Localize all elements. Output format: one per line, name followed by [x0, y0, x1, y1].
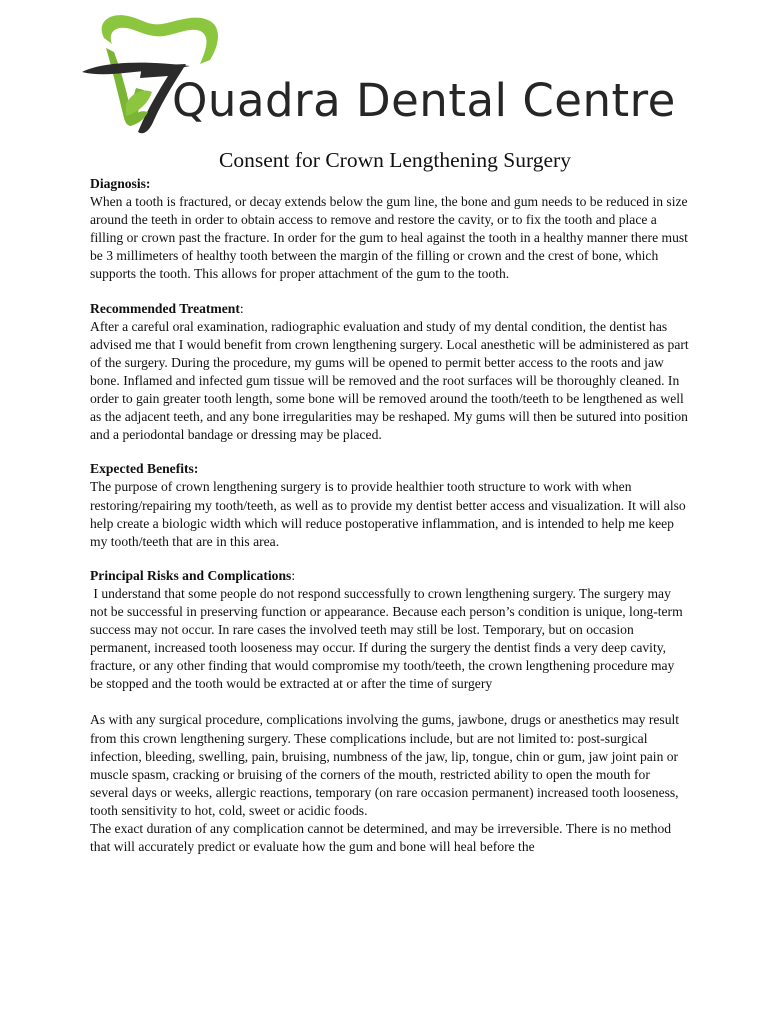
- closing-paragraph: The exact duration of any complication cannot be determined, and may be irreversible. There is no method that will accurately predict or evaluate how the gum and bone will heal before the: [90, 821, 672, 855]
- section-risks: [90, 567, 690, 694]
- section-body: After a careful oral examination, radiographic evaluation and study of my dental condition, the dentist has advised me that I would benefit from crown lengthening surgery. Local anesthetic will be administered as part of the surgery. During the procedure, my gums will be opened to permit better access to the roots and jaw bone. Inflamed and infected gum tissue will be removed and the root surfaces will be thoroughly cleaned. In order to gain greater tooth length, some bone will be removed around the tooth/teeth to be lengthened as well as the adjacent teeth, and any bone irregularities may be reshaped. My gums will then be sutured into position and a periodontal bandage or dressing may be placed.: [90, 318, 689, 443]
- section-heading: Recommended Treatment:: [90, 300, 244, 316]
- section-body: The purpose of crown lengthening surgery is to provide healthier tooth structure to work with when restoring/repairing my tooth/teeth, as well as to provide my dentist better access and visualization. It will also help create a biologic width which will reduce postoperative inflammation, and is intended to help me keep my tooth/teeth that are in this area.: [90, 479, 686, 549]
- document-body: [90, 175, 690, 872]
- closing-paragraph: As with any surgical procedure, complications involving the gums, jawbone, drugs or anesthetics may result from this crown lengthening surgery. These complications include, but are not limited to: post-surgical infection, bleeding, swelling, pain, bruising, numbness of the jaw, lip, tongue, chin or gum, jaw joint pain or muscle spasm, cracking or bruising of the corners of the mouth, restricted ability to open the mouth for several days or weeks, allergic reactions, temporary (on rare occasion permanent) increased tooth looseness, tooth sensitivity to hot, cold, sweet or acidic foods.: [90, 712, 680, 818]
- section-diagnosis: [90, 175, 690, 284]
- document-title: Consent for Crown Lengthening Surgery: [219, 148, 571, 172]
- brand-name: Quadra Dental Centre: [172, 74, 676, 127]
- section-complications: [90, 711, 690, 856]
- section-recommended-treatment: [90, 300, 690, 445]
- section-body: I understand that some people do not respond successfully to crown lengthening surgery. The surgery may not be successful in preserving function or appearance. Because each person’s condition is unique, long-term success may not occur. In rare cases the involved teeth may still be lost. Temporary, but on occasion permanent, increased tooth looseness may occur. If during the surgery the dentist finds a very deep cavity, fracture, or any other finding that would compromise my tooth/teeth, the crown lengthening procedure may be stopped and the tooth would be extracted at or after the time of surgery: [90, 585, 687, 692]
- logo: [82, 8, 682, 143]
- section-body: When a tooth is fractured, or decay extends below the gum line, the bone and gum needs to be reduced in size around the teeth in order to obtain access to remove and restore the cavity, or to fix the tooth and place a filling or crown past the fracture. In order for the gum to heal against the tooth in a healthy manner there must be 3 millimeters of healthy tooth between the margin of the filling or crown and the crest of bone, which supports the tooth. This allows for proper attachment of the gum to the tooth.: [90, 194, 688, 282]
- section-heading: Principal Risks and Complications:: [90, 567, 296, 583]
- section-expected-benefits: [90, 460, 690, 550]
- section-heading: Expected Benefits:: [90, 461, 199, 477]
- section-heading: Diagnosis:: [90, 176, 151, 191]
